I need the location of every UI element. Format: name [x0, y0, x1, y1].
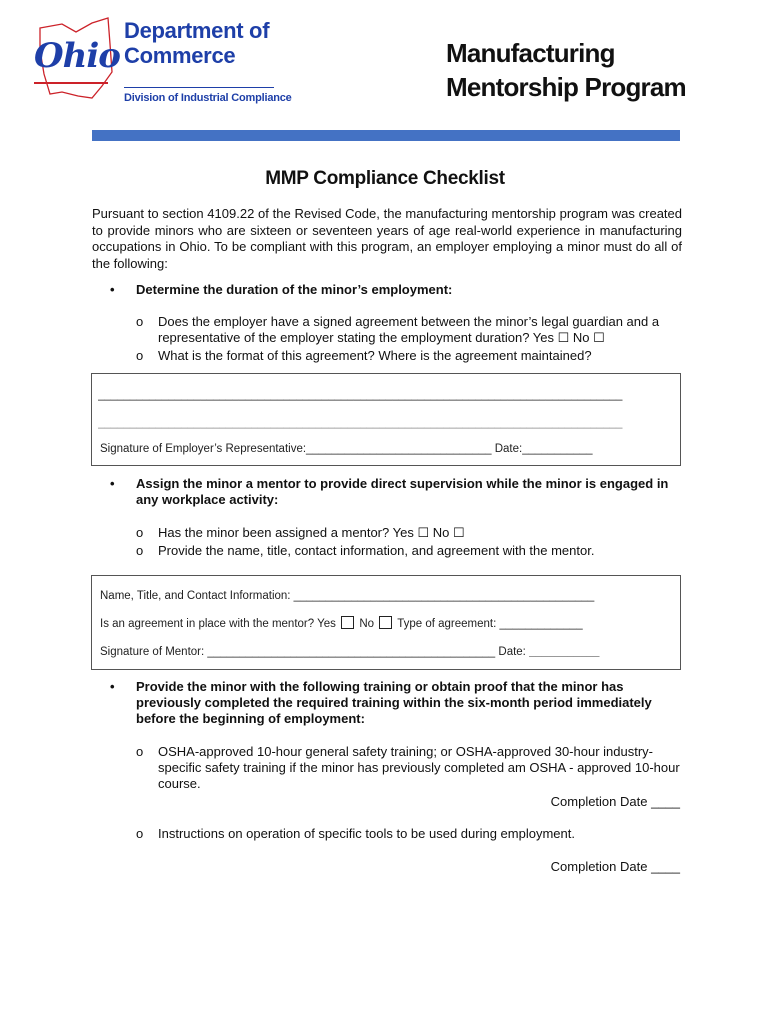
program-title-line-1: Manufacturing	[446, 38, 615, 68]
agreement-type-field[interactable]: Type of agreement: _____________	[397, 618, 583, 630]
logo-divider	[124, 87, 274, 88]
mentor-signature-field[interactable]: Signature of Mentor: _____________________________________________ Date: ___________	[100, 646, 600, 658]
ohio-wordmark: Ohio	[34, 36, 120, 76]
sub-bullet-icon: o	[136, 314, 144, 329]
sub-bullet-icon: o	[136, 543, 144, 558]
department-name	[124, 18, 269, 68]
dept-line-1: Department of	[124, 18, 270, 43]
document-title: MMP Compliance Checklist	[265, 168, 505, 189]
bullet-icon: •	[110, 282, 115, 297]
completion-date-1[interactable]: Completion Date ____	[550, 794, 680, 809]
mentor-form-box	[91, 575, 681, 670]
bullet-icon: •	[110, 679, 115, 694]
agreement-line-1[interactable]: __________________________________________________________________________________	[98, 389, 623, 401]
dept-line-2: Commerce	[124, 43, 236, 68]
bullet-icon: •	[110, 476, 115, 491]
ohio-underline	[34, 82, 108, 84]
sub-bullet-icon: o	[136, 744, 144, 759]
program-title	[446, 36, 686, 104]
agreement-line-2[interactable]: __________________________________________________________________________________	[98, 417, 623, 429]
sub-bullet-icon: o	[136, 525, 144, 540]
program-title-line-2: Mentorship Program	[446, 72, 686, 102]
agreement-no-checkbox[interactable]	[379, 616, 392, 629]
mentor-agreement-row: Is an agreement in place with the mentor? Yes No Type of agreement: _____________	[100, 618, 583, 630]
division-name: Division of Industrial Compliance	[124, 92, 292, 104]
header-bar	[92, 130, 680, 141]
employer-signature-field[interactable]: Signature of Employer’s Representative:_____________________________ Date:___________	[100, 443, 593, 455]
completion-date-2[interactable]: Completion Date ____	[550, 859, 680, 874]
intro-paragraph: Pursuant to section 4109.22 of the Revised Code, the manufacturing mentorship program was created to provide minors who are sixteen or seventeen years of age real-world experience in manufacturing occupations in Ohio. To be compliant with this program, an employer employing a minor must do all of the following:	[92, 206, 682, 271]
mentor-date-field[interactable]: ___________	[529, 646, 600, 658]
agreement-form-box	[91, 373, 681, 466]
sub-bullet-icon: o	[136, 826, 144, 841]
sub-bullet-icon: o	[136, 348, 144, 363]
mentor-contact-field[interactable]: Name, Title, and Contact Information: _______________________________________________	[100, 590, 595, 602]
agreement-yes-checkbox[interactable]	[341, 616, 354, 629]
